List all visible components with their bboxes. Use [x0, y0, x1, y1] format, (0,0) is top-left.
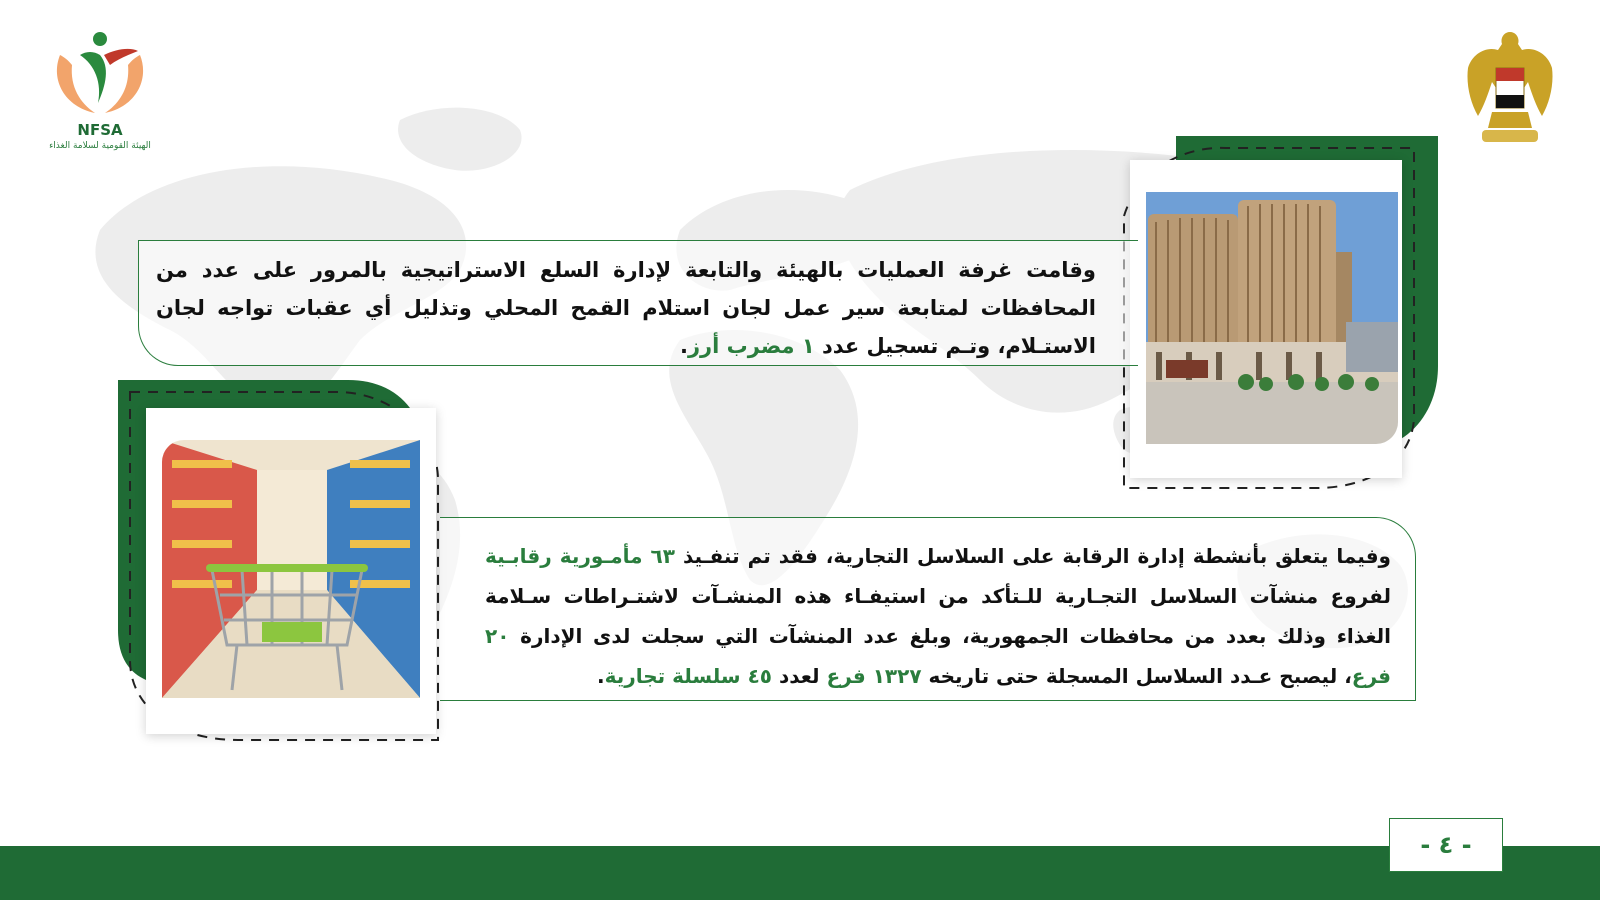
nfsa-logo — [40, 25, 160, 165]
grain-silos-photo — [1146, 192, 1398, 444]
photo-frame-1 — [1130, 160, 1402, 478]
paragraph-2-text-5: . — [596, 664, 605, 688]
text-box-1 — [138, 240, 1138, 366]
supermarket-aisle-cart-photo — [162, 440, 420, 698]
paragraph-2-text-1: وفيما يتعلق بأنشطة إدارة الرقابة على السلاسل التجارية، فقد تم تنفـيذ — [674, 544, 1391, 568]
photo-frame-2 — [146, 408, 436, 734]
paragraph-2-highlight-2: ٢٠ فرع — [485, 624, 1391, 688]
paragraph-2 — [485, 536, 1391, 696]
paragraph-2-text-4: لعدد — [771, 664, 827, 688]
paragraph-2-text-2: لفروع منشآت السلاسل التجـارية للـتأكد من استيفـاء هذه المنشـآت لاشتـراطات سـلامة الغذاء وذلك بعدد من محافظات الجمهورية، وبلغ عدد المنشآت التي سجلت لدى الإدارة — [485, 584, 1391, 648]
nfsa-hands-icon — [40, 25, 160, 121]
text-box-2 — [440, 517, 1416, 701]
paragraph-1-text-a: وقامت غرفة العمليات بالهيئة والتابعة لإدارة السلع الاستراتيجية بالمرور على عدد من المحافظات لمتابعة سير عمل لجان استلام القمح المحلي وتذليل أي عقبات تواجه لجان الاستـلام، وتـم تسجيل عدد — [156, 258, 1096, 358]
paragraph-2-text-3: ، ليصبح عـدد السلاسل المسجلة حتى تاريخه — [921, 664, 1352, 688]
paragraph-2-highlight-4: ٤٥ سلسلة تجارية — [604, 664, 772, 688]
footer-bar — [0, 846, 1600, 900]
egypt-eagle-icon — [1462, 28, 1558, 150]
paragraph-1-highlight: ١ مضرب أرز — [687, 334, 815, 358]
page-number: - ٤ - — [1389, 818, 1503, 872]
paragraph-2-highlight-3: ١٣٢٧ فرع — [826, 664, 922, 688]
paragraph-1 — [156, 251, 1096, 365]
paragraph-1-text-b: . — [679, 334, 688, 358]
paragraph-2-highlight-1: ٦٣ مأمـورية رقابـية — [485, 544, 675, 568]
nfsa-logo-text: NFSA — [77, 121, 123, 139]
nfsa-logo-subtitle: الهيئة القومية لسلامة الغذاء — [49, 141, 151, 151]
